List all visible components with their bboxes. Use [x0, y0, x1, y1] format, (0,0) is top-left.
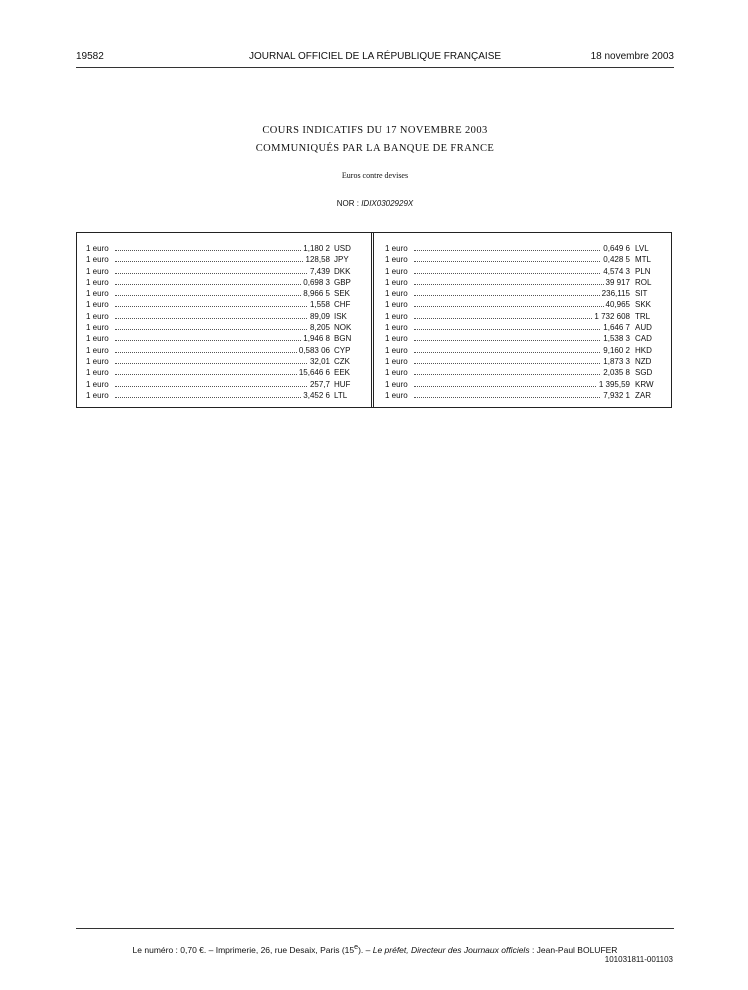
leader-dots [414, 352, 612, 353]
currency-code: USD [334, 244, 351, 253]
rate-label: 1 euro [385, 390, 408, 400]
print-reference: 101031811-001103 [604, 955, 673, 964]
rate-label: 1 euro [385, 345, 408, 355]
rate-value: 3,452 6 [303, 390, 330, 400]
leader-dots [414, 295, 612, 296]
leader-dots [115, 306, 307, 307]
currency-code: LVL [635, 244, 649, 253]
rate-label: 1 euro [86, 244, 109, 253]
rate-label: 1 euro [385, 255, 408, 265]
currency-code: ZAR [635, 390, 651, 400]
leader-dots [115, 261, 307, 262]
footer-separator: ). – [358, 944, 373, 955]
rate-row [385, 254, 661, 265]
rate-value: 1,538 3 [603, 334, 630, 344]
rate-label: 1 euro [86, 334, 109, 344]
rate-label: 1 euro [385, 311, 408, 321]
rate-label: 1 euro [385, 323, 408, 333]
page-header [76, 51, 674, 65]
nor-value: IDIX0302929X [361, 199, 414, 208]
rate-row [86, 299, 362, 310]
leader-dots [414, 386, 612, 387]
rate-row [385, 277, 661, 288]
footer-rule [76, 928, 674, 929]
currency-code: SGD [635, 368, 653, 378]
footer-director-title: Le préfet, Directeur des Journaux officiels [372, 944, 530, 955]
currency-code: MTL [635, 255, 651, 265]
currency-code: HKD [635, 345, 652, 355]
rate-label: 1 euro [86, 289, 109, 299]
rate-label: 1 euro [86, 300, 109, 310]
page-footer [76, 943, 674, 955]
rate-value: 0,649 6 [603, 244, 630, 253]
leader-dots [115, 318, 307, 319]
rate-row [385, 299, 661, 310]
rate-row [385, 390, 661, 401]
rate-value: 1,180 2 [303, 244, 330, 253]
currency-code: SKK [635, 300, 652, 310]
rate-row [86, 322, 362, 333]
document-title-line1: COURS INDICATIFS DU 17 NOVEMBRE 2003 [262, 125, 488, 136]
currency-code: EEK [334, 368, 351, 378]
rate-row [86, 379, 362, 390]
rate-value: 0,698 3 [303, 277, 330, 287]
currency-code: CAD [635, 334, 652, 344]
rate-value: 7,439 [309, 266, 330, 276]
rate-value: 1,873 3 [603, 356, 630, 366]
leader-dots [115, 386, 307, 387]
rate-value: 15,646 6 [298, 368, 330, 378]
rate-label: 1 euro [86, 345, 109, 355]
rate-row [385, 266, 661, 277]
column-separator [371, 233, 374, 407]
currency-code: KRW [635, 379, 654, 389]
rate-value: 1,558 [309, 300, 330, 310]
leader-dots [115, 374, 307, 375]
rate-label: 1 euro [86, 255, 109, 265]
leader-dots [414, 250, 612, 251]
rate-value: 128,58 [305, 255, 330, 265]
currency-code: NOK [334, 323, 352, 333]
leader-dots [115, 295, 307, 296]
leader-dots [414, 363, 612, 364]
currency-code: NZD [635, 356, 652, 366]
leader-dots [414, 273, 612, 274]
rate-label: 1 euro [86, 266, 109, 276]
rate-value: 40,965 [605, 300, 630, 310]
rate-row [385, 322, 661, 333]
rate-label: 1 euro [385, 289, 408, 299]
issue-date: 18 novembre 2003 [590, 51, 674, 62]
currency-code: GBP [334, 277, 351, 287]
currency-code: HUF [334, 379, 351, 389]
rate-row [86, 356, 362, 367]
leader-dots [115, 329, 307, 330]
rate-row [86, 333, 362, 344]
rate-value: 2,035 8 [603, 368, 630, 378]
rate-value: 39 917 [605, 277, 630, 287]
page-number: 19582 [76, 51, 104, 62]
currency-code: CHF [334, 300, 351, 310]
journal-title: JOURNAL OFFICIEL DE LA RÉPUBLIQUE FRANÇAISE [248, 51, 502, 62]
rates-table [76, 232, 672, 408]
rate-value: 236,115 [601, 289, 630, 299]
currency-code: DKK [334, 266, 351, 276]
currency-code: TRL [635, 311, 651, 321]
nor-reference [76, 199, 674, 208]
leader-dots [414, 318, 612, 319]
leader-dots [414, 284, 612, 285]
currency-code: JPY [334, 255, 349, 265]
footer-price-text: Le numéro : 0,70 €. – Imprimerie, 26, rue Desaix, Paris (15 [132, 944, 355, 955]
rate-value: 0,583 06 [298, 345, 330, 355]
header-rule [76, 67, 674, 68]
rate-value: 8,205 [309, 323, 330, 333]
rate-row [86, 254, 362, 265]
document-subtitle: Euros contre devises [341, 171, 409, 180]
leader-dots [414, 397, 612, 398]
currency-code: CYP [334, 345, 351, 355]
rate-value: 8,966 5 [303, 289, 330, 299]
currency-code: BGN [334, 334, 352, 344]
rate-value: 1 732 608 [594, 311, 630, 321]
currency-code: ROL [635, 277, 652, 287]
leader-dots [115, 363, 307, 364]
currency-code: CZK [334, 356, 350, 366]
rate-label: 1 euro [86, 277, 109, 287]
rate-value: 1,646 7 [603, 323, 630, 333]
rate-row [86, 367, 362, 378]
rate-value: 1 395,59 [598, 379, 630, 389]
rate-row [86, 277, 362, 288]
rate-label: 1 euro [86, 323, 109, 333]
nor-label: NOR : [336, 199, 359, 208]
rate-row [86, 266, 362, 277]
rate-row [385, 345, 661, 356]
rate-label: 1 euro [385, 300, 408, 310]
rate-value: 9,160 2 [603, 345, 630, 355]
leader-dots [115, 352, 307, 353]
rate-row [385, 356, 661, 367]
rate-label: 1 euro [86, 379, 109, 389]
rate-label: 1 euro [385, 368, 408, 378]
rate-row [86, 390, 362, 401]
leader-dots [115, 340, 307, 341]
rate-label: 1 euro [385, 379, 408, 389]
rate-value: 4,574 3 [603, 266, 630, 276]
rates-column-right [385, 243, 661, 401]
rate-label: 1 euro [86, 311, 109, 321]
rate-label: 1 euro [86, 390, 109, 400]
rate-value: 1,946 8 [303, 334, 330, 344]
rate-row [385, 311, 661, 322]
currency-code: ISK [334, 311, 347, 321]
rate-row [86, 311, 362, 322]
rate-label: 1 euro [86, 356, 109, 366]
rate-row [385, 333, 661, 344]
rate-label: 1 euro [385, 277, 408, 287]
rate-label: 1 euro [385, 356, 408, 366]
rate-label: 1 euro [385, 334, 408, 344]
leader-dots [414, 340, 612, 341]
rate-label: 1 euro [385, 244, 408, 253]
currency-code: SIT [635, 289, 648, 299]
rates-column-left [86, 243, 362, 401]
rate-value: 257,7 [309, 379, 330, 389]
leader-dots [115, 397, 307, 398]
currency-code: LTL [334, 390, 348, 400]
rate-label: 1 euro [86, 368, 109, 378]
rate-row [385, 379, 661, 390]
rate-row [86, 288, 362, 299]
rate-label: 1 euro [385, 266, 408, 276]
rate-row [385, 288, 661, 299]
currency-code: AUD [635, 323, 652, 333]
rate-row [86, 243, 362, 254]
rate-value: 89,09 [309, 311, 330, 321]
leader-dots [115, 273, 307, 274]
currency-code: PLN [635, 266, 651, 276]
rate-row [385, 243, 661, 254]
leader-dots [414, 261, 612, 262]
leader-dots [414, 306, 612, 307]
leader-dots [115, 284, 307, 285]
leader-dots [414, 374, 612, 375]
rate-row [86, 345, 362, 356]
leader-dots [414, 329, 612, 330]
footer-director-name: : Jean-Paul BOLUFER [529, 944, 618, 955]
leader-dots [115, 250, 307, 251]
rate-value: 32,01 [309, 356, 330, 366]
footer-superscript: e [354, 943, 359, 951]
document-title-line2: COMMUNIQUÉS PAR LA BANQUE DE FRANCE [255, 143, 495, 154]
rate-value: 7,932 1 [603, 390, 630, 400]
currency-code: SEK [334, 289, 351, 299]
rate-value: 0,428 5 [603, 255, 630, 265]
rate-row [385, 367, 661, 378]
